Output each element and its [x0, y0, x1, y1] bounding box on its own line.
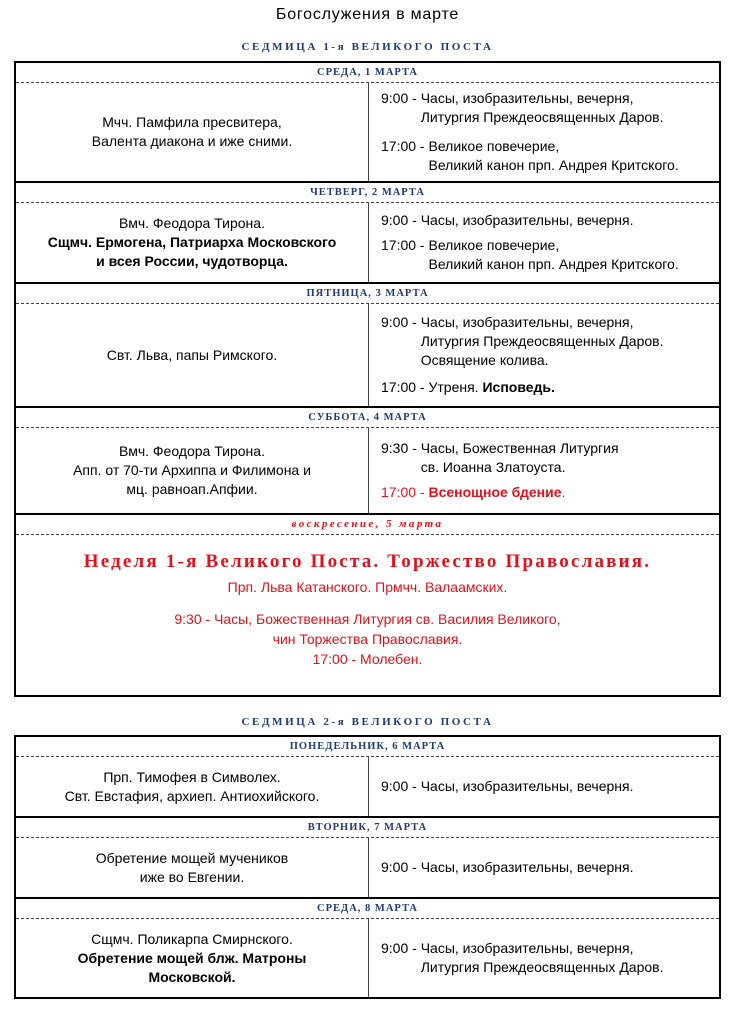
- service-time: 17:00 -: [381, 379, 429, 395]
- day-heading: СРЕДА, 8 МАРТА: [16, 899, 719, 919]
- saints-cell: [16, 304, 369, 406]
- day-block: [16, 63, 719, 181]
- service-time: 17:00 -: [381, 237, 429, 253]
- service-line: Великое повечерие,: [428, 138, 560, 154]
- service-line: Литургия Преждеосвященных Даров.: [420, 109, 664, 125]
- service-line: Освящение колива.: [420, 352, 549, 368]
- service-item: [381, 89, 719, 127]
- service-line: Часы, изобразительны, вечерня,: [420, 940, 634, 956]
- service-line: Часы, изобразительны, вечерня,: [420, 90, 634, 106]
- day-heading: СРЕДА, 1 МАРТА: [16, 63, 719, 83]
- saint-line: Прп. Тимофея в Символех.: [103, 768, 281, 785]
- service-line: Великий канон прп. Андрея Критского.: [428, 256, 679, 272]
- week-title: СЕДМИЦА 2-я ВЕЛИКОГО ПОСТА: [241, 716, 494, 728]
- sunday-service-line: чин Торжества Православия.: [272, 631, 463, 647]
- day-heading: ЧЕТВЕРГ, 2 МАРТА: [16, 183, 719, 203]
- service-line: св. Иоанна Златоуста.: [420, 459, 566, 475]
- service-item: [381, 313, 719, 370]
- services-cell: [369, 304, 719, 406]
- service-time: 9:00 -: [381, 778, 421, 794]
- service-line: Великий канон прп. Андрея Критского.: [428, 157, 679, 173]
- service-line: Часы, Божественная Литургия: [420, 440, 619, 456]
- saint-line: Апп. от 70-ти Архиппа и Филимона и: [73, 462, 311, 478]
- day-heading: ВТОРНИК, 7 МАРТА: [16, 818, 719, 838]
- saint-line: Свт. Евстафия, архиеп. Антиохийского.: [64, 787, 320, 804]
- service-item: [381, 236, 719, 274]
- service-line: Великое повечерие,: [428, 237, 560, 253]
- service-item: [381, 939, 719, 977]
- saint-line: Валента диакона и иже сними.: [91, 133, 293, 149]
- service-time: 9:00 -: [381, 940, 421, 956]
- week-2-table: [14, 735, 721, 999]
- sunday-service-line: 9:30 - Часы, Божественная Литургия св. Василия Великого,: [174, 611, 561, 627]
- service-line: Утреня.: [428, 379, 483, 395]
- services-cell: [369, 919, 719, 997]
- sunday-services: [16, 609, 719, 669]
- day-heading: СУББОТА, 4 МАРТА: [16, 408, 719, 428]
- sunday-heading: воскресение, 5 марта: [16, 515, 719, 535]
- service-line: Литургия Преждеосвященных Даров.: [420, 333, 664, 349]
- saint-line: Сщмч. Поликарпа Смирнского.: [91, 930, 293, 947]
- saint-line: Вмч. Феодора Тирона.: [119, 443, 265, 459]
- day-block: [16, 406, 719, 513]
- service-item: [381, 378, 719, 397]
- saint-line: мц. равноап.Апфии.: [126, 481, 258, 497]
- saint-line: иже во Евгении.: [139, 868, 245, 885]
- service-item: [381, 211, 719, 230]
- day-block: [16, 816, 719, 897]
- week-title: СЕДМИЦА 1-я ВЕЛИКОГО ПОСТА: [241, 41, 494, 53]
- service-line: Литургия Преждеосвященных Даров.: [420, 959, 664, 975]
- page-title: Богослужения в марте: [275, 6, 460, 23]
- services-cell: [369, 838, 719, 897]
- saints-cell: [16, 203, 369, 282]
- vigil-label: Всенощное бдение: [428, 484, 562, 500]
- services-cell: [369, 83, 719, 181]
- services-cell: [369, 428, 719, 513]
- day-heading: ПЯТНИЦА, 3 МАРТА: [16, 284, 719, 304]
- saints-cell: [16, 83, 369, 181]
- service-time: 9:00 -: [381, 314, 421, 330]
- service-line: Часы, изобразительны, вечерня,: [420, 314, 634, 330]
- confession-label: Исповедь.: [482, 379, 555, 395]
- day-block: [16, 181, 719, 282]
- service-time: 9:30 -: [381, 440, 421, 456]
- service-item: [381, 777, 719, 796]
- day-block: [16, 737, 719, 816]
- service-time: 9:00 -: [381, 859, 421, 875]
- service-time: 17:00 -: [381, 138, 429, 154]
- saint-line: Свт. Льва, папы Римского.: [106, 346, 278, 363]
- day-block: [16, 897, 719, 997]
- saints-cell: [16, 838, 369, 897]
- saints-cell: [16, 757, 369, 816]
- saint-line: Обретение мощей мучеников: [95, 849, 289, 866]
- services-cell: [369, 203, 719, 282]
- saint-line-bold: Московской.: [148, 968, 236, 985]
- service-time: 9:00 -: [381, 212, 421, 228]
- saint-line-bold: и всея России, чудотворца.: [96, 253, 288, 269]
- saints-cell: [16, 919, 369, 997]
- saint-line-bold: Сщмч. Ермогена, Патриарха Московского: [47, 234, 337, 250]
- service-time: 9:00 -: [381, 90, 421, 106]
- week-1-table: [14, 61, 721, 697]
- service-item: [381, 858, 719, 877]
- saints-cell: [16, 428, 369, 513]
- service-item: [381, 137, 719, 175]
- saint-line: Мчч. Памфила пресвитера,: [102, 114, 282, 130]
- service-line: Часы, изобразительны, вечерня.: [420, 778, 634, 794]
- day-heading: ПОНЕДЕЛЬНИК, 6 МАРТА: [16, 737, 719, 757]
- day-block: [16, 282, 719, 406]
- service-line: Часы, изобразительны, вечерня.: [420, 212, 634, 228]
- saint-line: Вмч. Феодора Тирона.: [119, 215, 265, 231]
- service-line: Часы, изобразительны, вечерня.: [420, 859, 634, 875]
- vigil-tail: .: [561, 484, 566, 500]
- service-time: 17:00 -: [381, 484, 429, 500]
- sunday-service-line: 17:00 - Молебен.: [312, 651, 423, 667]
- feast-title: Неделя 1-я Великого Поста. Торжество Православия.: [83, 551, 652, 572]
- saint-line-bold: Обретение мощей блж. Матроны: [77, 949, 307, 966]
- service-item: [381, 439, 719, 477]
- service-item: [381, 483, 719, 502]
- feast-subtitle: Прп. Льва Катанского. Прмчч. Валаамских.: [227, 579, 508, 595]
- services-cell: [369, 757, 719, 816]
- sunday-block: [16, 513, 719, 695]
